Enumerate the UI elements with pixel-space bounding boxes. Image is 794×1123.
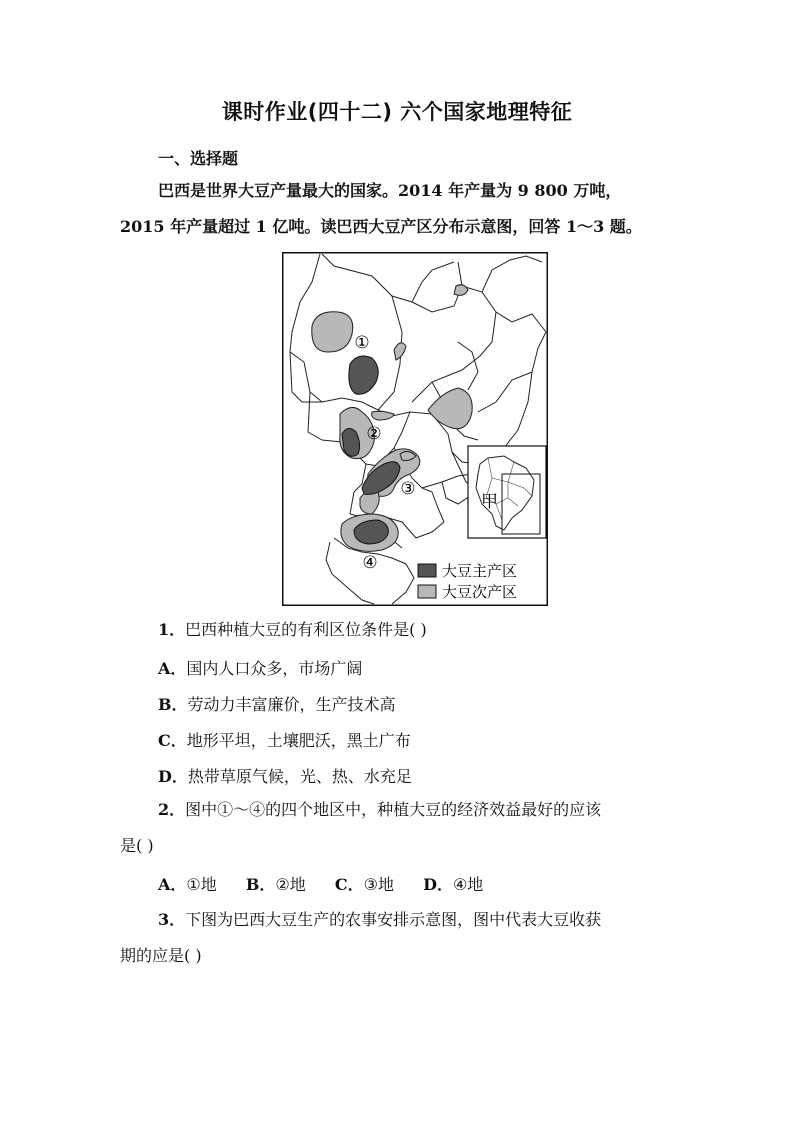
region-label-3: ③ [400, 479, 416, 499]
page-title: 课时作业(四十二) 六个国家地理特征 [221, 100, 573, 124]
brazil-soybean-map [282, 252, 548, 606]
q1-option-a: A．国内人口众多，市场广阔 [158, 659, 363, 678]
inset-map [468, 446, 546, 538]
question-text: 巴西种植大豆的有利区位条件是( ) [185, 620, 427, 639]
section-heading: 一、选择题 [158, 149, 239, 168]
q1-option-c: C．地形平坦，土壤肥沃，黑土广布 [158, 731, 411, 750]
map-frame [283, 253, 548, 606]
question-text-line-1: 图中①～④的四个地区中，种植大豆的经济效益最好的应该 [185, 800, 602, 819]
legend-label-main: 大豆主产区 [442, 562, 518, 580]
q2-option-b: B．②地 [245, 875, 306, 894]
question-3 [120, 902, 680, 974]
region-label-2: ② [366, 424, 382, 444]
question-text-line-2: 是( ) [120, 836, 154, 855]
q2-option-c: C．③地 [334, 875, 394, 894]
intro-line-2: 2015 年产量超过 1 亿吨。读巴西大豆产区分布示意图，回答 1～3 题。 [120, 217, 642, 236]
question-text-line-2: 期的应是( ) [120, 946, 202, 965]
legend-swatch-main [418, 564, 436, 577]
legend-swatch-secondary [418, 585, 436, 598]
q2-option-d: D．④地 [423, 875, 484, 894]
question-2 [120, 792, 680, 864]
question-number: 2． [158, 800, 186, 819]
inset-label: 甲 [481, 492, 498, 512]
q2-option-a: A．①地 [158, 875, 217, 894]
question-number: 1． [158, 620, 186, 639]
q2-options [158, 872, 507, 895]
q1-option-b: B．劳动力丰富廉价，生产技术高 [158, 695, 396, 714]
region-label-1: ① [354, 333, 370, 353]
question-text-line-1: 下图为巴西大豆生产的农事安排示意图，图中代表大豆收获 [185, 910, 602, 929]
intro-paragraph [120, 173, 680, 245]
intro-line-1: 巴西是世界大豆产量最大的国家。2014 年产量为 9 800 万吨， [158, 181, 622, 200]
question-1 [120, 612, 680, 648]
q1-option-d: D．热带草原气候，光、热、水充足 [158, 767, 412, 786]
question-number: 3． [158, 910, 186, 929]
legend-label-secondary: 大豆次产区 [442, 583, 518, 601]
region-label-4: ④ [362, 553, 378, 573]
